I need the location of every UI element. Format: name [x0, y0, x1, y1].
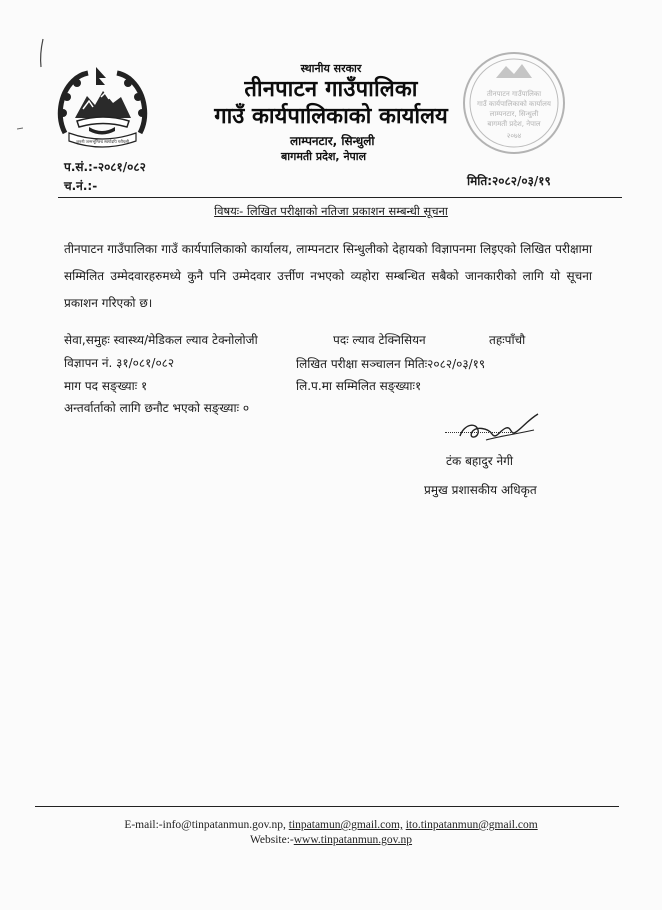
issue-date: मिति:२०८२/०३/१९ [467, 174, 551, 188]
exam-date: लिखित परीक्षा सञ्चालन मितिः२०८२/०३/१९ [296, 357, 486, 371]
emblem-motto: जननी जन्मभूमिश्च स्वर्गादपि गरीयसी [76, 139, 129, 144]
service-group: सेवा,समुहः स्वास्थ्य/मेडिकल ल्याव टेक्नोलोजी [64, 333, 258, 347]
email-gmail-link[interactable]: tinpatamun@gmail.com, [288, 819, 403, 831]
email-primary: info@tinpatanmun.gov.np, [162, 819, 286, 831]
interview-shortlist-count: अन्तर्वार्ताको लागि छनौट भएको सङ्ख्याः ० [64, 401, 250, 415]
svg-text:बागमती प्रदेश, नेपाल: बागमती प्रदेश, नेपाल [487, 120, 541, 128]
reference-number: प.सं.:-२०८१/०८२ [64, 160, 146, 174]
handwritten-signature [446, 410, 546, 446]
footer-divider [35, 806, 619, 807]
header-divider [58, 197, 622, 198]
office-address: लाम्पनटार, सिन्धुली [290, 134, 375, 148]
svg-text:तीनपाटन गाउँपालिका: तीनपाटन गाउँपालिका [486, 90, 542, 98]
advertisement-number: विज्ञापन नं. ३१/०८१/०८२ [64, 356, 175, 370]
post-level: तहःपाँचौ [489, 333, 526, 347]
footer-website-line [0, 834, 662, 846]
subject-line [0, 204, 662, 219]
signatory-title: प्रमुख प्रशासकीय अधिकृत [424, 483, 537, 497]
website-link[interactable]: www.tinpatanmun.gov.np [293, 834, 413, 846]
office-title: गाउँ कार्यपालिकाको कार्यालय [214, 104, 448, 129]
svg-text:२०७४: २०७४ [506, 132, 522, 140]
municipality-title: तीनपाटन गाउँपालिका [244, 77, 418, 102]
email-label: E-mail:- [124, 819, 163, 831]
appeared-count: लि.प.मा सम्मिलित सङ्ख्याः१ [296, 379, 422, 393]
signature-line [445, 432, 515, 433]
subject-text: विषयः- लिखित परीक्षाको नतिजा प्रकाशन सम्बन्धी सूचना [214, 204, 448, 218]
dispatch-number: च.नं.:- [64, 179, 98, 193]
office-province: बागमती प्रदेश, नेपाल [281, 150, 367, 163]
svg-text:गाउँ कार्यपालिकाको कार्यालय: गाउँ कार्यपालिकाको कार्यालय [477, 100, 551, 108]
demand-post-count: माग पद सङ्ख्याः १ [64, 379, 148, 393]
email-it-officer-link[interactable]: ito.tinpatanmun@gmail.com [405, 819, 538, 831]
post-name: पदः ल्याव टेक्निसियन [333, 333, 426, 347]
svg-text:लाम्पनटार, सिन्धुली: लाम्पनटार, सिन्धुली [489, 110, 539, 118]
footer-email-line [0, 819, 662, 831]
signatory-name: टंक बहादुर नेगी [446, 454, 514, 468]
website-label: Website:- [249, 834, 294, 846]
notice-body: तीनपाटन गाउँपालिका गाउँ कार्यपालिकाको कार्यालय, लाम्पनटार सिन्धुलीको देहायको विज्ञापनमा लिइएको लिखित परीक्षामा सम्मिलित उम्मेदवारहरुमध्ये कुनै पनि उम्मेदवार उर्त्तीण नभएको व्यहोरा सम्बन्धित सबैको जानकारीको लागि यो सूचना प्रकाशन गरिएको छ। [64, 242, 592, 310]
local-government-label: स्थानीय सरकार [300, 62, 362, 75]
